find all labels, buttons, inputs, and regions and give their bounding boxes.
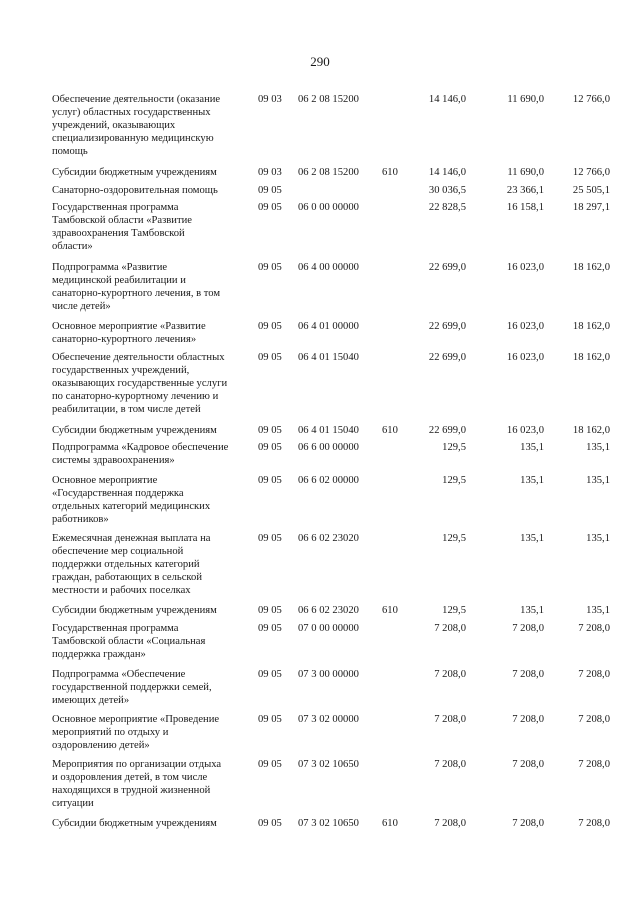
row-code: 06 4 00 00000 (298, 262, 359, 273)
row-value-3: 25 505,1 (572, 185, 610, 196)
row-value-2: 16 023,0 (506, 321, 544, 332)
row-value-3: 12 766,0 (572, 94, 610, 105)
row-section: 09 05 (258, 759, 282, 770)
row-value-1: 129,5 (442, 475, 466, 486)
row-value-2: 135,1 (520, 442, 544, 453)
row-vr: 610 (382, 167, 398, 178)
row-name: Государственная программа Тамбовской области «Развитие здравоохранения Тамбовской области» (52, 202, 192, 252)
row-value-1: 22 699,0 (428, 262, 466, 273)
row-name: Подпрограмма «Развитие медицинской реабилитации и санаторно-курортного лечения, в том числе детей» (52, 262, 221, 312)
row-value-2: 135,1 (520, 533, 544, 544)
row-value-2: 7 208,0 (512, 818, 544, 829)
row-code: 06 2 08 15200 (298, 94, 359, 105)
row-value-3: 12 766,0 (572, 167, 610, 178)
row-value-3: 7 208,0 (578, 669, 610, 680)
row-name: Подпрограмма «Обеспечение государственной поддержки семей, имеющих детей» (52, 669, 212, 706)
row-value-2: 11 690,0 (507, 167, 544, 178)
row-section: 09 05 (258, 533, 282, 544)
row-code: 07 3 00 00000 (298, 669, 359, 680)
row-value-3: 7 208,0 (578, 714, 610, 725)
row-code: 06 2 08 15200 (298, 167, 359, 178)
row-value-1: 129,5 (442, 442, 466, 453)
row-code: 07 3 02 10650 (298, 759, 359, 770)
row-vr: 610 (382, 605, 398, 616)
row-code: 06 6 02 23020 (298, 605, 359, 616)
row-code: 07 3 02 10650 (298, 818, 359, 829)
row-section: 09 05 (258, 818, 282, 829)
row-code: 06 4 01 00000 (298, 321, 359, 332)
row-value-1: 30 036,5 (428, 185, 466, 196)
row-value-1: 22 699,0 (428, 352, 466, 363)
row-value-3: 18 162,0 (572, 262, 610, 273)
row-value-1: 7 208,0 (434, 818, 466, 829)
row-name: Мероприятия по организации отдыха и оздоровления детей, в том числе находящихся в трудной жизненной ситуации (52, 759, 222, 809)
row-section: 09 05 (258, 425, 282, 436)
row-vr: 610 (382, 818, 398, 829)
row-value-2: 16 023,0 (506, 262, 544, 273)
row-value-3: 18 162,0 (572, 321, 610, 332)
row-section: 09 03 (258, 167, 282, 178)
row-code: 06 6 02 00000 (298, 475, 359, 486)
row-value-1: 7 208,0 (434, 669, 466, 680)
row-value-2: 16 158,1 (506, 202, 544, 213)
row-value-1: 22 699,0 (428, 425, 466, 436)
row-section: 09 05 (258, 185, 282, 196)
row-section: 09 05 (258, 669, 282, 680)
row-section: 09 05 (258, 475, 282, 486)
row-value-1: 129,5 (442, 533, 466, 544)
row-section: 09 05 (258, 352, 282, 363)
page-number: 290 (310, 54, 330, 69)
row-name: Субсидии бюджетным учреждениям (52, 605, 217, 616)
row-name: Субсидии бюджетным учреждениям (52, 425, 217, 436)
row-name: Ежемесячная денежная выплата на обеспечение мер социальной поддержки отдельных категорий граждан, работающих в сельской местности и рабочих поселках (52, 533, 211, 596)
row-value-3: 135,1 (586, 475, 610, 486)
row-section: 09 05 (258, 623, 282, 634)
row-value-3: 18 297,1 (572, 202, 610, 213)
row-code: 06 4 01 15040 (298, 352, 359, 363)
row-vr: 610 (382, 425, 398, 436)
row-name: Основное мероприятие «Развитие санаторно-курортного лечения» (52, 321, 206, 345)
row-code: 07 3 02 00000 (298, 714, 359, 725)
row-value-2: 16 023,0 (506, 352, 544, 363)
row-value-3: 18 162,0 (572, 425, 610, 436)
row-value-3: 7 208,0 (578, 818, 610, 829)
row-name: Государственная программа Тамбовской области «Социальная поддержка граждан» (52, 623, 206, 660)
row-value-1: 7 208,0 (434, 714, 466, 725)
row-section: 09 05 (258, 262, 282, 273)
row-value-2: 16 023,0 (506, 425, 544, 436)
row-section: 09 03 (258, 94, 282, 105)
row-code: 06 6 02 23020 (298, 533, 359, 544)
row-code: 06 4 01 15040 (298, 425, 359, 436)
row-value-2: 7 208,0 (512, 669, 544, 680)
row-value-3: 7 208,0 (578, 623, 610, 634)
row-value-2: 135,1 (520, 605, 544, 616)
row-name: Основное мероприятие «Проведение мероприятий по отдыху и оздоровлению детей» (52, 714, 220, 751)
row-name: Подпрограмма «Кадровое обеспечение системы здравоохранения» (52, 442, 229, 466)
row-value-3: 135,1 (586, 605, 610, 616)
row-value-2: 135,1 (520, 475, 544, 486)
row-value-1: 14 146,0 (428, 94, 466, 105)
row-name: Санаторно-оздоровительная помощь (52, 185, 218, 196)
row-value-1: 22 828,5 (428, 202, 466, 213)
row-section: 09 05 (258, 714, 282, 725)
row-value-1: 14 146,0 (428, 167, 466, 178)
row-value-1: 22 699,0 (428, 321, 466, 332)
row-section: 09 05 (258, 202, 282, 213)
row-value-2: 11 690,0 (507, 94, 544, 105)
row-value-1: 7 208,0 (434, 759, 466, 770)
row-name: Обеспечение деятельности (оказание услуг) областных государственных учреждений, оказывающих специализированную медицинскую помощь (52, 94, 221, 157)
row-value-3: 7 208,0 (578, 759, 610, 770)
row-value-2: 7 208,0 (512, 623, 544, 634)
row-name: Субсидии бюджетным учреждениям (52, 167, 217, 178)
row-code: 06 0 00 00000 (298, 202, 359, 213)
row-value-3: 135,1 (586, 442, 610, 453)
row-value-2: 7 208,0 (512, 714, 544, 725)
row-value-1: 7 208,0 (434, 623, 466, 634)
row-value-2: 7 208,0 (512, 759, 544, 770)
row-value-1: 129,5 (442, 605, 466, 616)
row-value-3: 18 162,0 (572, 352, 610, 363)
row-code: 06 6 00 00000 (298, 442, 359, 453)
row-section: 09 05 (258, 605, 282, 616)
row-value-2: 23 366,1 (506, 185, 544, 196)
row-value-3: 135,1 (586, 533, 610, 544)
row-name: Основное мероприятие «Государственная поддержка отдельных категорий медицинских работников» (52, 475, 211, 525)
row-code: 07 0 00 00000 (298, 623, 359, 634)
row-section: 09 05 (258, 321, 282, 332)
row-section: 09 05 (258, 442, 282, 453)
row-name: Субсидии бюджетным учреждениям (52, 818, 217, 829)
row-name: Обеспечение деятельности областных государственных учреждений, оказывающих государственные услуги по санаторно-курортному лечению и реабилитации, в том числе детей (52, 352, 228, 415)
